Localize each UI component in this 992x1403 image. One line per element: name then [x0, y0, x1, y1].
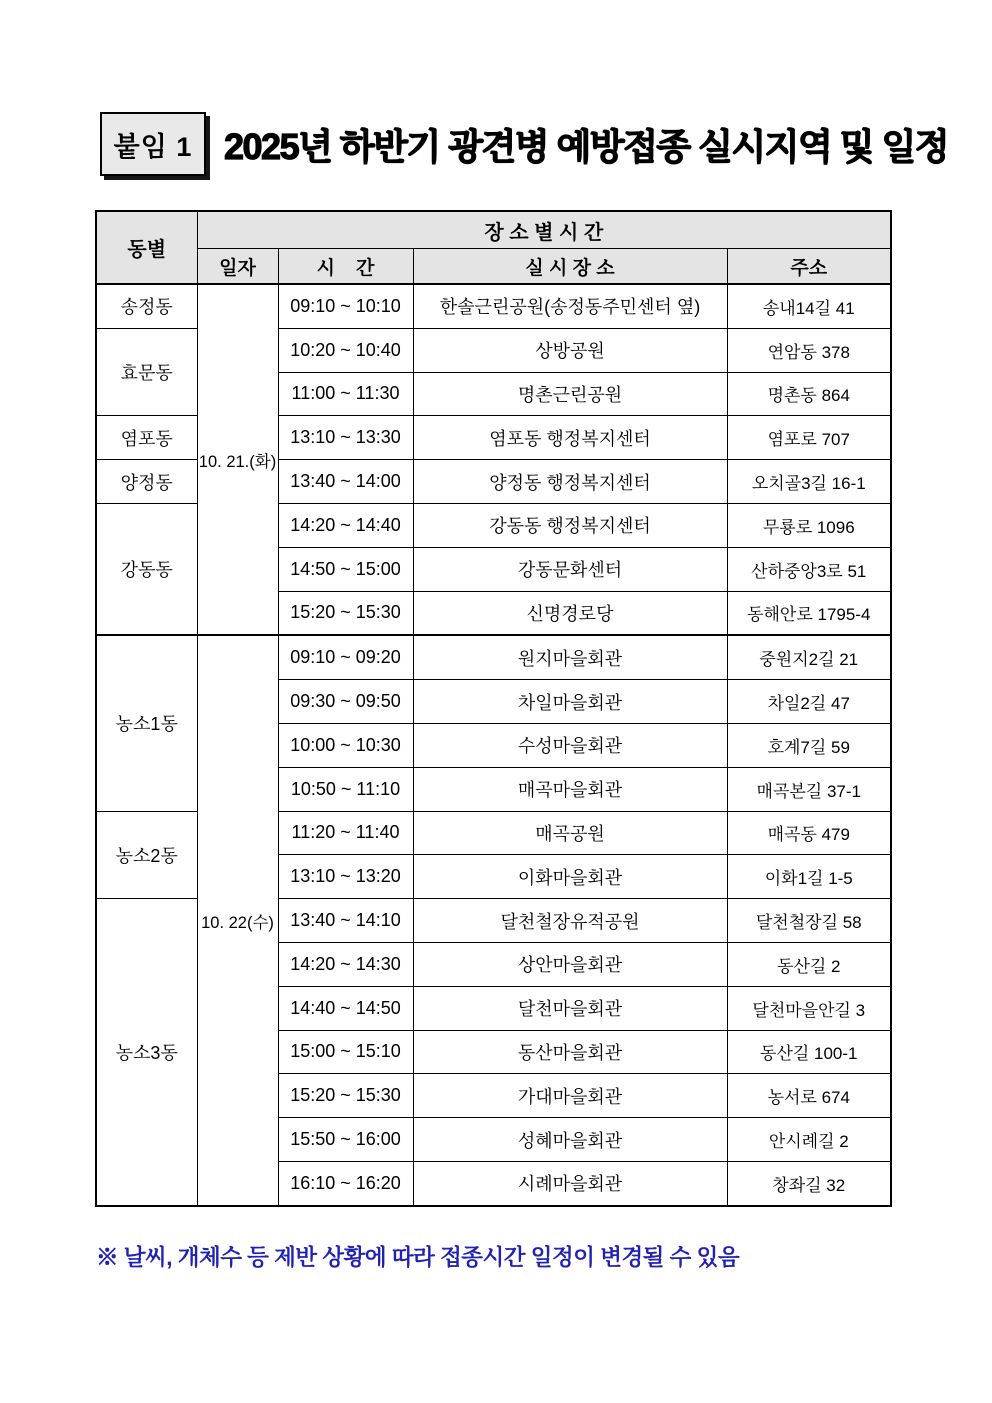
- address-cell: 달천철장길 58: [727, 899, 891, 943]
- address-cell: 오치골3길 16-1: [727, 460, 891, 504]
- date-cell: 10. 21.(화): [197, 284, 278, 635]
- address-cell: 호계7길 59: [727, 723, 891, 767]
- place-cell: 가대마을회관: [413, 1074, 727, 1118]
- time-cell: 15:20 ~ 15:30: [278, 1074, 413, 1118]
- address-cell: 동산길 2: [727, 942, 891, 986]
- col-header-time: 시 간: [278, 249, 413, 285]
- col-header-address: 주소: [727, 249, 891, 285]
- place-cell: 원지마을회관: [413, 635, 727, 679]
- time-cell: 14:20 ~ 14:40: [278, 503, 413, 547]
- place-cell: 염포동 행정복지센터: [413, 416, 727, 460]
- address-cell: 염포로 707: [727, 416, 891, 460]
- address-cell: 송내14길 41: [727, 284, 891, 328]
- district-cell: 송정동: [96, 284, 197, 328]
- district-cell: 효문동: [96, 328, 197, 416]
- place-cell: 수성마을회관: [413, 723, 727, 767]
- col-header-group: 장 소 별 시 간: [197, 211, 891, 249]
- address-cell: 명촌동 864: [727, 372, 891, 416]
- time-cell: 14:20 ~ 14:30: [278, 942, 413, 986]
- col-header-place: 실 시 장 소: [413, 249, 727, 285]
- district-cell: 양정동: [96, 460, 197, 504]
- time-cell: 15:20 ~ 15:30: [278, 591, 413, 635]
- page-title: 2025년 하반기 광견병 예방접종 실시지역 및 일정: [224, 125, 949, 167]
- schedule-row: [96, 284, 891, 328]
- place-cell: 이화마을회관: [413, 855, 727, 899]
- time-cell: 09:10 ~ 09:20: [278, 635, 413, 679]
- address-cell: 연암동 378: [727, 328, 891, 372]
- place-cell: 강동문화센터: [413, 547, 727, 591]
- col-header-district: 동별: [96, 211, 197, 284]
- time-cell: 10:00 ~ 10:30: [278, 723, 413, 767]
- date-cell: 10. 22(수): [197, 635, 278, 1205]
- address-cell: 산하중앙3로 51: [727, 547, 891, 591]
- place-cell: 상안마을회관: [413, 942, 727, 986]
- address-cell: 매곡본길 37-1: [727, 767, 891, 811]
- district-cell: 농소3동: [96, 899, 197, 1206]
- address-cell: 동산길 100-1: [727, 1030, 891, 1074]
- time-cell: 13:10 ~ 13:30: [278, 416, 413, 460]
- time-cell: 11:00 ~ 11:30: [278, 372, 413, 416]
- footnote: ※ 날씨, 개체수 등 제반 상황에 따라 접종시간 일정이 변경될 수 있음: [96, 1245, 740, 1270]
- address-cell: 중원지2길 21: [727, 635, 891, 679]
- district-cell: 농소2동: [96, 811, 197, 899]
- address-cell: 무룡로 1096: [727, 503, 891, 547]
- time-cell: 13:10 ~ 13:20: [278, 855, 413, 899]
- vaccination-schedule-table: [95, 210, 892, 1207]
- col-header-date: 일자: [197, 249, 278, 285]
- place-cell: 양정동 행정복지센터: [413, 460, 727, 504]
- address-cell: 차일2길 47: [727, 680, 891, 724]
- time-cell: 15:00 ~ 15:10: [278, 1030, 413, 1074]
- place-cell: 강동동 행정복지센터: [413, 503, 727, 547]
- document-header: [100, 112, 949, 176]
- table-header: [96, 211, 891, 284]
- address-cell: 이화1길 1-5: [727, 855, 891, 899]
- schedule-row: [96, 635, 891, 679]
- time-cell: 09:30 ~ 09:50: [278, 680, 413, 724]
- time-cell: 13:40 ~ 14:10: [278, 899, 413, 943]
- district-cell: 염포동: [96, 416, 197, 460]
- address-cell: 안시례길 2: [727, 1118, 891, 1162]
- attachment-label: 붙임 1: [113, 131, 193, 162]
- time-cell: 09:10 ~ 10:10: [278, 284, 413, 328]
- place-cell: 매곡마을회관: [413, 767, 727, 811]
- table-body: [96, 284, 891, 1206]
- time-cell: 14:40 ~ 14:50: [278, 986, 413, 1030]
- place-cell: 명촌근린공원: [413, 372, 727, 416]
- place-cell: 시례마을회관: [413, 1161, 727, 1205]
- place-cell: 동산마을회관: [413, 1030, 727, 1074]
- attachment-label-box: [100, 112, 206, 176]
- place-cell: 달천철장유적공원: [413, 899, 727, 943]
- district-cell: 강동동: [96, 503, 197, 635]
- place-cell: 성혜마을회관: [413, 1118, 727, 1162]
- time-cell: 15:50 ~ 16:00: [278, 1118, 413, 1162]
- time-cell: 13:40 ~ 14:00: [278, 460, 413, 504]
- district-cell: 농소1동: [96, 635, 197, 811]
- time-cell: 11:20 ~ 11:40: [278, 811, 413, 855]
- place-cell: 달천마을회관: [413, 986, 727, 1030]
- address-cell: 매곡동 479: [727, 811, 891, 855]
- address-cell: 창좌길 32: [727, 1161, 891, 1205]
- address-cell: 동해안로 1795-4: [727, 591, 891, 635]
- time-cell: 16:10 ~ 16:20: [278, 1161, 413, 1205]
- place-cell: 매곡공원: [413, 811, 727, 855]
- time-cell: 10:50 ~ 11:10: [278, 767, 413, 811]
- place-cell: 신명경로당: [413, 591, 727, 635]
- place-cell: 상방공원: [413, 328, 727, 372]
- place-cell: 한솔근린공원(송정동주민센터 옆): [413, 284, 727, 328]
- address-cell: 농서로 674: [727, 1074, 891, 1118]
- time-cell: 10:20 ~ 10:40: [278, 328, 413, 372]
- place-cell: 차일마을회관: [413, 680, 727, 724]
- time-cell: 14:50 ~ 15:00: [278, 547, 413, 591]
- address-cell: 달천마을안길 3: [727, 986, 891, 1030]
